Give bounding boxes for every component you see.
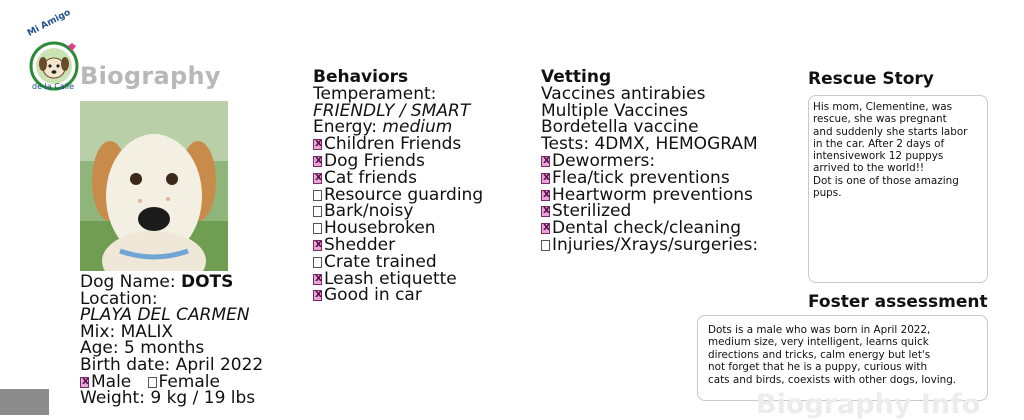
behaviors-title: Behaviors	[313, 67, 409, 87]
rescue-story-line: His mom, Clementine, was	[813, 101, 953, 113]
mix: Mix: MALIX	[80, 321, 174, 342]
location-label: Location:	[80, 288, 158, 309]
logo-text-top: Mi Amigo	[26, 7, 73, 39]
behavior-label: Dog Friends	[324, 150, 425, 171]
male-label: Male	[91, 371, 132, 392]
footer-block	[0, 389, 49, 415]
vetting-section	[541, 69, 801, 254]
behavior-checkbox	[313, 206, 322, 217]
energy-value: medium	[382, 117, 453, 138]
vetting-checkbox	[541, 156, 550, 167]
behavior-label: Housebroken	[324, 218, 436, 239]
vetting-list	[541, 150, 801, 255]
vetting-line: Tests: 4DMX, HEMOGRAM	[541, 134, 758, 155]
behavior-list	[313, 136, 533, 304]
vetting-line: Bordetella vaccine	[541, 117, 699, 138]
vetting-line: Multiple Vaccines	[541, 100, 689, 121]
behavior-label: Cat friends	[324, 167, 417, 188]
foster-line: cats and birds, coexists with other dogs, loving.	[708, 373, 957, 386]
rescue-story-box	[808, 95, 988, 283]
foster-line: not forget that he is a puppy, curious with	[708, 361, 928, 374]
vetting-label: Dewormers:	[552, 150, 656, 171]
female-checkbox	[148, 377, 157, 388]
vetting-checkbox	[541, 206, 550, 217]
rescue-story-line: arrived to the world!!	[813, 162, 925, 175]
dog-name: DOTS	[180, 272, 234, 292]
dog-info	[80, 274, 310, 407]
behavior-checkbox	[313, 290, 322, 301]
vetting-checkbox	[541, 223, 550, 234]
behavior-checkbox	[313, 240, 322, 251]
vetting-checkbox	[541, 173, 550, 184]
behavior-label: Leash etiquette	[324, 268, 457, 289]
vetting-label: Sterilized	[552, 201, 632, 222]
rescue-story-line: Dot is one of those amazing	[813, 174, 959, 187]
vetting-label: Heartworm preventions	[552, 184, 753, 205]
behavior-checkbox	[313, 156, 322, 167]
behaviors-section	[313, 69, 533, 304]
behavior-checkbox	[313, 223, 322, 234]
age: Age: 5 months	[80, 338, 205, 359]
vetting-label: Flea/tick preventions	[552, 167, 730, 188]
vetting-label: Injuries/Xrays/surgeries:	[552, 234, 759, 255]
page-title: Biography	[80, 62, 221, 90]
location-value: PLAYA DEL CARMEN	[80, 305, 250, 326]
rescue-story-line: pups.	[813, 187, 842, 200]
rescue-story-title: Rescue Story	[808, 69, 934, 89]
temperament-value: FRIENDLY / SMART	[313, 100, 471, 121]
behavior-label: Bark/noisy	[324, 201, 414, 222]
foster-line: Dots is a male who was born in April 2022,	[708, 324, 931, 336]
dog-photo	[80, 101, 228, 271]
behavior-checkbox	[313, 274, 322, 285]
behavior-label: Crate trained	[324, 251, 437, 272]
vetting-label: Dental check/cleaning	[552, 218, 742, 239]
behavior-label: Children Friends	[324, 134, 462, 155]
energy-label: Energy:	[313, 117, 383, 138]
rescue-story-line: rescue, she was pregnant	[813, 113, 947, 126]
behavior-checkbox	[313, 190, 322, 201]
vetting-item	[541, 234, 801, 255]
behavior-label: Shedder	[324, 234, 396, 255]
vetting-checkbox	[541, 190, 550, 201]
weight: Weight: 9 kg / 19 lbs	[80, 388, 256, 409]
behavior-checkbox	[313, 173, 322, 184]
dog-name-label: Dog Name:	[80, 272, 181, 292]
vetting-checkbox	[541, 240, 550, 251]
rescue-story-line: in the car. After 2 days of	[813, 137, 945, 150]
behavior-item	[313, 287, 533, 304]
male-checkbox	[80, 377, 89, 388]
behavior-checkbox	[313, 257, 322, 268]
logo-text-bottom: de la Calle	[32, 82, 75, 91]
behavior-label: Resource guarding	[324, 184, 484, 205]
behavior-label: Good in car	[324, 285, 422, 306]
vetting-line: Vaccines antirabies	[541, 83, 706, 104]
behavior-checkbox	[313, 139, 322, 150]
foster-line: medium size, very intelligent, learns quick	[708, 336, 929, 349]
female-label: Female	[158, 371, 220, 392]
foster-line: directions and tricks, calm energy but let's	[708, 348, 931, 361]
rescue-story-line: and suddenly she starts labor	[813, 125, 968, 138]
temperament-label: Temperament:	[313, 83, 437, 104]
rescue-story-line: intensivework 12 puppys	[813, 150, 944, 163]
vetting-title: Vetting	[541, 67, 612, 87]
footer-watermark: Biography Info	[756, 389, 981, 420]
foster-assessment-title: Foster assessment	[808, 292, 988, 312]
birth-date: Birth date: April 2022	[80, 354, 264, 375]
